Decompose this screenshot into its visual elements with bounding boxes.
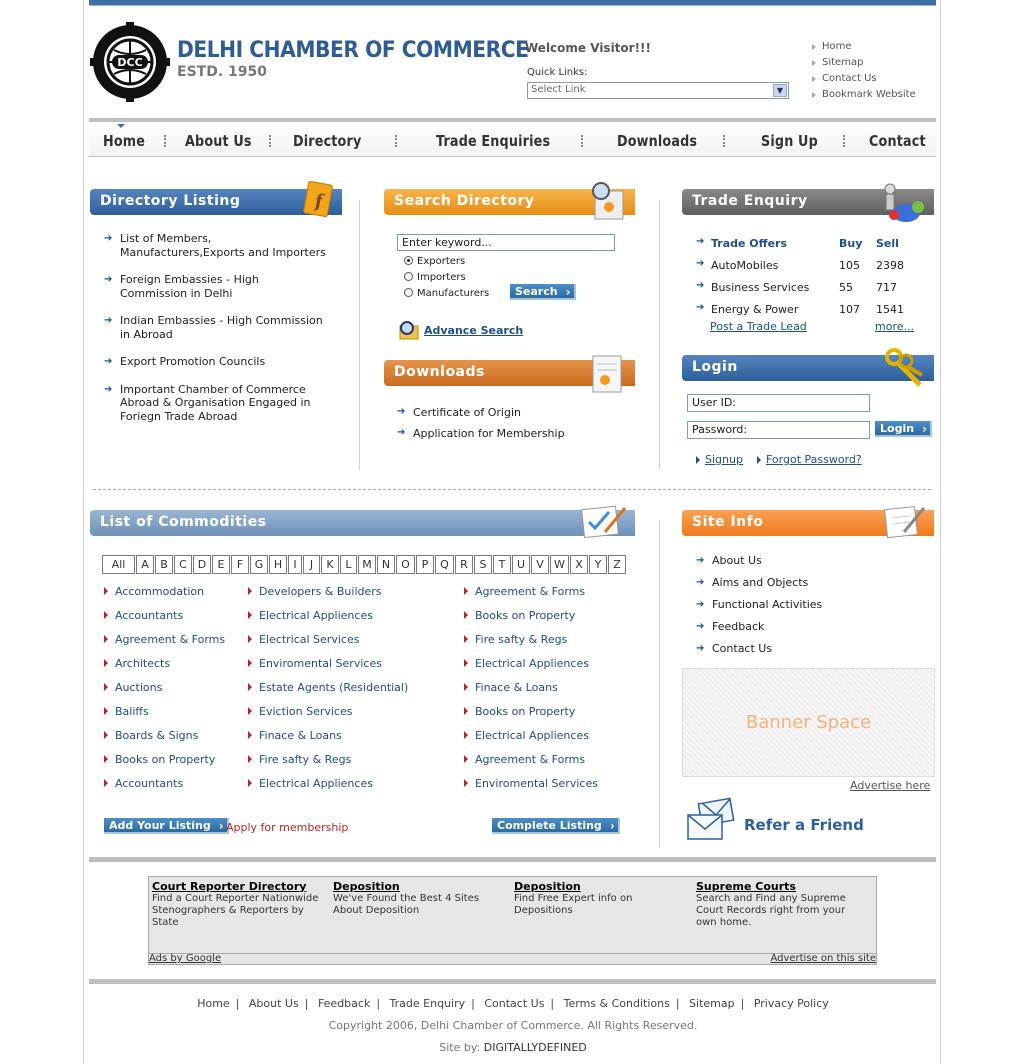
trade-row [696, 276, 916, 298]
radio-icon[interactable] [404, 288, 413, 297]
advance-search-link[interactable]: Advance Search [424, 324, 524, 337]
main-nav [89, 118, 936, 157]
footer-separator: | [376, 997, 381, 1010]
letter-filter[interactable]: L [340, 555, 357, 574]
site-info-item[interactable]: ➔ About Us [696, 554, 822, 568]
trade-enquiry-header [682, 189, 934, 215]
ad-unit[interactable] [333, 880, 503, 917]
nav-contact[interactable]: Contact [869, 132, 926, 150]
commodity-item[interactable]: Accommodation [104, 585, 225, 609]
trade-sell-count: 1541 [876, 302, 904, 316]
radio-checked-icon[interactable] [404, 256, 413, 265]
site-info-item[interactable]: ➔ Aims and Objects [696, 576, 822, 590]
commodity-column-1 [104, 585, 225, 801]
letter-filter[interactable]: Y [589, 555, 607, 574]
commodity-item[interactable]: Accountants [104, 777, 225, 801]
footer-separator: | [740, 997, 745, 1010]
commodity-item[interactable]: Agreement & Forms [464, 753, 598, 777]
download-item[interactable]: ➔ Certificate of Origin [397, 406, 565, 419]
trade-sell-count: 2398 [876, 258, 904, 272]
directory-listing-header [90, 189, 342, 215]
trade-row [696, 298, 916, 320]
radio-icon[interactable] [404, 272, 413, 281]
trade-buy-count: 105 [839, 258, 860, 272]
google-ads-box [148, 876, 877, 965]
downloads-title: Downloads [394, 364, 485, 380]
trade-enquiry-title: Trade Enquiry [692, 193, 808, 209]
footer-link-privacy[interactable]: Privacy Policy [753, 997, 829, 1010]
radio-manufacturers[interactable] [404, 288, 489, 299]
directory-item[interactable]: ➔ Indian Embassies - High Commission in Abroad [104, 314, 329, 341]
commodity-column-2 [248, 585, 408, 801]
login-button[interactable]: Login › [875, 421, 932, 437]
trade-sell-count: 717 [876, 280, 897, 294]
ad-title[interactable]: Supreme Courts [696, 880, 796, 893]
footer-separator: | [471, 997, 475, 1010]
letter-filter[interactable]: B [155, 555, 173, 574]
ad-description: Search and Find any Supreme Court Records right from your own home. [696, 893, 846, 928]
top-link-sitemap[interactable]: Sitemap [812, 55, 916, 71]
commodity-item[interactable]: Estate Agents (Residential) [248, 681, 408, 705]
footer-link-about[interactable]: About Us [248, 997, 299, 1010]
notepad-icon [882, 502, 926, 542]
top-link-contact[interactable]: Contact Us [812, 71, 916, 87]
letter-filter[interactable]: N [377, 555, 395, 574]
footer-link-sitemap[interactable]: Sitemap [689, 997, 735, 1010]
site-by-label: Site by: [439, 1041, 481, 1054]
trade-header-row [696, 232, 916, 254]
copyright-text: Copyright 2006, Delhi Chamber of Commerce. All Rights Reserved. [328, 1019, 698, 1032]
radio-label: Importers [417, 272, 466, 283]
commodity-item[interactable]: Electrical Services [248, 633, 408, 657]
top-accent-bar [89, 0, 936, 6]
trade-category[interactable]: ➔ Energy & Power [696, 298, 839, 320]
footer-separator: | [304, 997, 309, 1010]
active-marker-icon [117, 124, 125, 128]
commodity-item[interactable]: Electrical Appliences [248, 609, 408, 633]
footer-separator: | [235, 997, 240, 1010]
commodities-title: List of Commodities [100, 514, 267, 530]
forgot-password-link[interactable]: Forgot Password? [757, 453, 862, 466]
letter-filter[interactable]: P [416, 555, 434, 574]
apply-membership-link[interactable]: Apply for membership [226, 821, 349, 834]
trade-icon [878, 181, 926, 227]
ad-title[interactable]: Deposition [514, 880, 581, 893]
letter-filter[interactable]: X [570, 555, 588, 574]
commodity-item[interactable]: Boards & Signs [104, 729, 225, 753]
commodity-column-3 [464, 585, 598, 801]
site-by-name[interactable]: DIGITALLYDEFINED [483, 1041, 587, 1054]
commodity-item[interactable]: Electrical Appliences [464, 657, 598, 681]
ad-unit[interactable] [696, 880, 868, 929]
letter-filter[interactable]: All [102, 555, 135, 574]
commodity-item[interactable]: Finace & Loans [464, 681, 598, 705]
column-divider [659, 200, 660, 470]
footer-link-trade[interactable]: Trade Enquiry [389, 997, 466, 1010]
nav-home[interactable]: Home [103, 132, 146, 150]
nav-separator [581, 135, 583, 147]
letter-filter[interactable]: M [358, 555, 376, 574]
section-divider [93, 489, 931, 490]
downloads-list [397, 406, 565, 440]
trade-category[interactable]: ➔ Business Services [696, 276, 839, 298]
nav-separator [269, 135, 271, 147]
footer-link-terms[interactable]: Terms & Conditions [563, 997, 670, 1010]
directory-item[interactable]: ➔ Export Promotion Councils [104, 355, 329, 369]
quick-links-value: Select Link [531, 84, 586, 95]
letter-filter[interactable]: O [396, 555, 415, 574]
letter-filter[interactable]: I [288, 555, 302, 574]
letter-filter[interactable]: A [136, 555, 154, 574]
post-trade-lead-link[interactable]: Post a Trade Lead [710, 320, 807, 333]
letter-filter[interactable]: R [455, 555, 473, 574]
directory-item[interactable]: ➔ Important Chamber of Commerce Abroad & Organisation Engaged in Foriegn Trade Abroad [104, 383, 329, 424]
commodity-item[interactable]: Eviction Services [248, 705, 408, 729]
search-folder-icon [587, 181, 627, 223]
ad-description: Find Free Expert info on Depositions [514, 893, 633, 916]
letter-filter[interactable]: J [303, 555, 320, 574]
letter-filter[interactable]: W [550, 555, 569, 574]
more-trade-link[interactable]: more... [875, 320, 914, 333]
site-info-item[interactable]: ➔ Feedback [696, 620, 822, 634]
banner-space[interactable]: Banner Space [682, 668, 935, 777]
signup-link[interactable]: Signup [696, 453, 743, 466]
download-item[interactable]: ➔ Application for Membership [397, 427, 565, 440]
org-name: DELHI CHAMBER OF COMMERCE [177, 38, 529, 63]
letter-filter[interactable]: U [512, 555, 530, 574]
commodity-item[interactable]: Finace & Loans [248, 729, 408, 753]
letter-filter[interactable]: F [231, 555, 249, 574]
login-title: Login [692, 359, 738, 375]
commodity-item[interactable]: Electrical Appliences [464, 729, 598, 753]
site-info-header [682, 510, 934, 536]
trade-buy-count: 55 [839, 280, 853, 294]
complete-listing-button[interactable]: Complete Listing › [492, 818, 620, 834]
ads-footer [149, 953, 876, 964]
ad-unit[interactable] [152, 880, 324, 929]
refer-a-friend-link[interactable]: Refer a Friend [744, 816, 864, 834]
advance-search-icon [398, 320, 420, 340]
commodity-item[interactable]: Books on Property [104, 753, 225, 777]
footer-link-home[interactable]: Home [197, 997, 230, 1010]
login-header [682, 355, 934, 381]
directory-item[interactable]: ➔ Foreign Embassies - High Commission in Delhi [104, 273, 329, 300]
site-info-item[interactable]: ➔ Functional Activities [696, 598, 822, 612]
nav-separator [164, 135, 166, 147]
letter-filter[interactable]: S [474, 555, 492, 574]
letter-filter[interactable]: G [250, 555, 268, 574]
nav-trade-enquiries[interactable]: Trade Enquiries [436, 132, 551, 150]
ad-description: We've Found the Best 4 Sites About Deposition [333, 893, 480, 916]
commodity-item[interactable]: Books on Property [464, 609, 598, 633]
site-info-item[interactable]: ➔ Contact Us [696, 642, 822, 656]
document-icon [587, 352, 627, 396]
directory-list [104, 232, 329, 437]
welcome-text: Welcome Visitor!!! [525, 41, 651, 55]
checklist-icon [579, 502, 627, 542]
ads-by-google-link[interactable]: Ads by Google [149, 953, 222, 964]
page-container [83, 0, 941, 1064]
site-info-title: Site Info [692, 514, 764, 530]
chevron-down-icon[interactable]: ▼ [773, 84, 787, 97]
letter-filter[interactable]: K [321, 555, 339, 574]
search-directory-header [384, 189, 635, 215]
commodity-item[interactable]: Books on Property [464, 705, 598, 729]
buy-header: Buy [839, 236, 863, 250]
letter-filter[interactable]: T [493, 555, 511, 574]
site-info-list [696, 554, 822, 664]
folder-icon [300, 181, 334, 221]
radio-label: Manufacturers [417, 288, 490, 299]
horizontal-rule [89, 979, 936, 984]
org-estd: ESTD. 1950 [177, 64, 267, 80]
radio-label: Exporters [417, 256, 466, 267]
advertise-here-link[interactable]: Advertise here [850, 779, 931, 792]
add-listing-button[interactable]: Add Your Listing › [104, 818, 229, 834]
radio-importers[interactable] [404, 272, 466, 283]
nav-directory[interactable]: Directory [293, 132, 362, 150]
commodity-item[interactable]: Baliffs [104, 705, 225, 729]
advertise-on-site-link[interactable]: Advertise on this site [770, 953, 876, 964]
trade-offers-header[interactable]: ➔ Trade Offers [696, 232, 839, 254]
commodity-item[interactable]: Accountants [104, 609, 225, 633]
commodity-item[interactable]: Enviromental Services [248, 657, 408, 681]
user-id-input[interactable]: User ID: [687, 394, 870, 412]
column-divider [359, 200, 360, 470]
ad-title[interactable]: Court Reporter Directory [152, 880, 307, 893]
commodity-item[interactable]: Developers & Builders [248, 585, 408, 609]
letter-filter[interactable]: Q [435, 555, 454, 574]
commodity-item[interactable]: Fire safty & Regs [248, 753, 408, 777]
footer-separator: | [675, 997, 680, 1010]
quick-links-select[interactable] [527, 82, 789, 99]
alphabet-filter [102, 555, 627, 574]
footer-links [84, 997, 942, 1010]
commodity-item[interactable]: Auctions [104, 681, 225, 705]
nav-separator [723, 135, 725, 147]
nav-sign-up[interactable]: Sign Up [761, 132, 818, 150]
top-link-bookmark[interactable]: Bookmark Website [812, 87, 916, 103]
directory-listing-title: Directory Listing [100, 193, 241, 209]
nav-separator [843, 135, 845, 147]
letter-filter[interactable]: D [193, 555, 211, 574]
letter-filter[interactable]: E [212, 555, 230, 574]
horizontal-rule [89, 857, 936, 862]
site-by [84, 1041, 942, 1054]
letter-filter[interactable]: C [174, 555, 192, 574]
letter-filter[interactable]: H [269, 555, 287, 574]
search-keyword-input[interactable]: Enter keyword... [397, 234, 615, 251]
ad-title[interactable]: Deposition [333, 880, 400, 893]
top-links [812, 39, 916, 103]
keys-icon [878, 347, 926, 393]
svg-text:f: f [314, 191, 324, 212]
footer-separator: | [550, 997, 555, 1010]
commodity-item[interactable]: Fire safty & Regs [464, 633, 598, 657]
nav-separator [395, 135, 397, 147]
trade-category[interactable]: ➔ AutoMobiles [696, 254, 839, 276]
commodity-item[interactable]: Architects [104, 657, 225, 681]
commodity-item[interactable]: Electrical Appliences [248, 777, 408, 801]
commodity-item[interactable]: Agreement & Forms [104, 633, 225, 657]
column-divider [659, 520, 660, 848]
nav-downloads[interactable]: Downloads [617, 132, 698, 150]
sell-header: Sell [876, 236, 899, 250]
letter-filter[interactable]: Z [608, 555, 626, 574]
search-button[interactable]: Search › [510, 284, 576, 300]
envelope-icon[interactable] [686, 797, 736, 843]
nav-about-us[interactable]: About Us [185, 132, 252, 150]
dcc-logo[interactable] [90, 22, 170, 102]
quick-links-label: Quick Links: [527, 67, 588, 78]
commodity-item[interactable]: Agreement & Forms [464, 585, 598, 609]
trade-buy-count: 107 [839, 302, 860, 316]
downloads-header [384, 360, 635, 386]
top-link-home[interactable]: Home [812, 39, 916, 55]
footer-link-contact[interactable]: Contact Us [484, 997, 545, 1010]
commodities-header [90, 510, 635, 536]
search-directory-title: Search Directory [394, 193, 535, 209]
trade-row [696, 254, 916, 276]
letter-filter[interactable]: V [531, 555, 549, 574]
ad-description: Find a Court Reporter Nationwide Stenographers & Reporters by State [152, 893, 319, 928]
password-input[interactable]: Password: [687, 421, 870, 439]
ad-unit[interactable] [514, 880, 664, 917]
directory-item[interactable]: ➔ List of Members, Manufacturers,Exports and Importers [104, 232, 329, 259]
commodity-item[interactable]: Enviromental Services [464, 777, 598, 801]
logo-text: DCC [117, 56, 143, 69]
radio-exporters[interactable] [404, 256, 465, 267]
footer-link-feedback[interactable]: Feedback [317, 997, 371, 1010]
trade-table [696, 232, 916, 320]
